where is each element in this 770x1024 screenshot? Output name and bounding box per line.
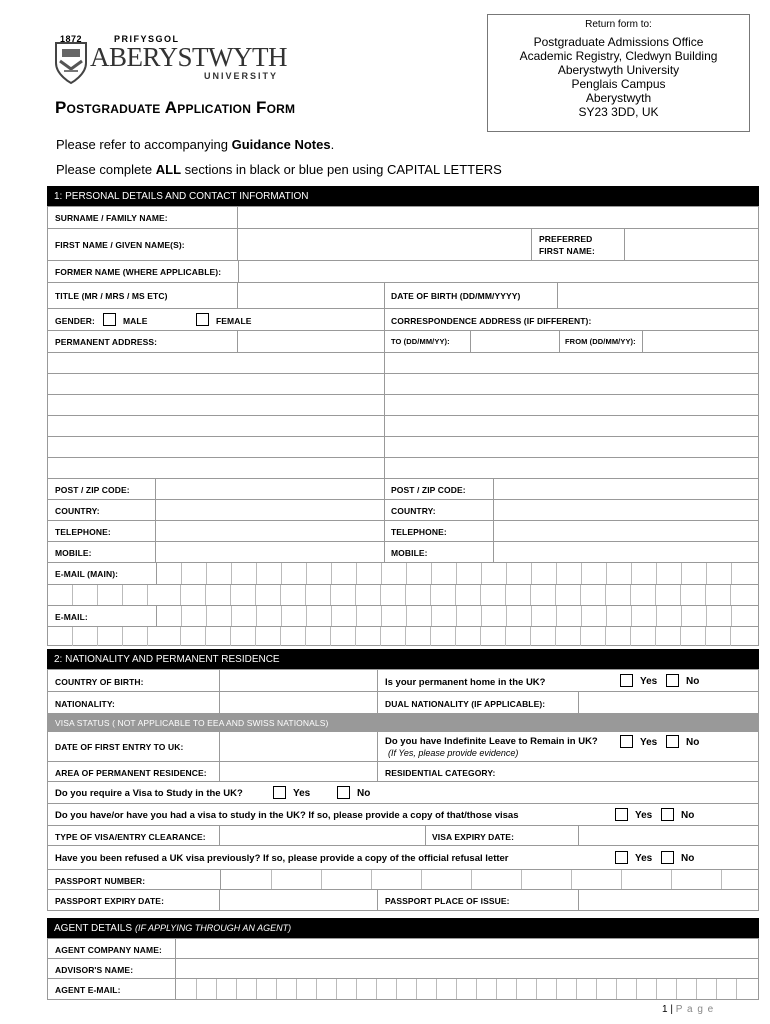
nationality-label: NATIONALITY: bbox=[55, 699, 115, 709]
email-label: E-MAIL: bbox=[55, 612, 88, 622]
first-name-input[interactable] bbox=[238, 229, 532, 261]
birth-country-row bbox=[48, 670, 758, 692]
ilr-yes-label: Yes bbox=[640, 737, 658, 748]
former-name-input[interactable] bbox=[238, 261, 758, 283]
perm-home-question: Is your permanent home in the UK? bbox=[385, 677, 546, 688]
section2-title: 2: NATIONALITY AND PERMANENT RESIDENCE bbox=[54, 654, 280, 665]
refused-yes-checkbox[interactable] bbox=[615, 851, 628, 864]
visa-had-no-checkbox[interactable] bbox=[661, 808, 674, 821]
intro-text: Please complete bbox=[56, 162, 156, 177]
first-entry-row bbox=[48, 732, 758, 762]
section2-table bbox=[47, 669, 759, 911]
agent-title: AGENT DETAILS bbox=[54, 923, 132, 934]
refused-row bbox=[48, 846, 758, 870]
dob-input[interactable] bbox=[557, 283, 758, 309]
birth-country-label: COUNTRY OF BIRTH: bbox=[55, 677, 144, 687]
visa-status-label: VISA STATUS ( NOT APPLICABLE TO EEA AND SWISS NATIONALS) bbox=[55, 718, 329, 728]
logo-name: ABERYSTWYTH bbox=[90, 42, 287, 72]
return-line-3: Aberystwyth University bbox=[557, 63, 680, 77]
from-input[interactable] bbox=[642, 331, 758, 353]
agent-email-label: AGENT E-MAIL: bbox=[55, 985, 121, 995]
male-checkbox[interactable] bbox=[103, 313, 116, 326]
ilr-no-label: No bbox=[686, 737, 700, 748]
email-main-row bbox=[48, 563, 758, 585]
refused-yes-label: Yes bbox=[635, 853, 653, 864]
female-label: FEMALE bbox=[216, 316, 252, 326]
agent-email-row bbox=[48, 979, 758, 999]
section1-table bbox=[47, 206, 759, 646]
corr-address-label: CORRESPONDENCE ADDRESS (IF DIFFERENT): bbox=[391, 316, 592, 326]
visa-expiry-label: VISA EXPIRY DATE: bbox=[432, 832, 514, 842]
visa-type-row bbox=[48, 826, 758, 846]
ilr-yes-checkbox[interactable] bbox=[620, 735, 633, 748]
address-line[interactable] bbox=[48, 416, 758, 437]
first-entry-label: DATE OF FIRST ENTRY TO UK: bbox=[55, 742, 184, 752]
logo-university: UNIVERSITY bbox=[204, 71, 279, 81]
section1-header bbox=[47, 186, 759, 206]
address-line[interactable] bbox=[48, 458, 758, 479]
passport-expiry-row bbox=[48, 890, 758, 911]
visa-expiry-input[interactable] bbox=[578, 826, 758, 846]
perm-address-label: PERMANENT ADDRESS: bbox=[55, 337, 158, 347]
visa-type-label: TYPE OF VISA/ENTRY CLEARANCE: bbox=[55, 832, 206, 842]
country-row bbox=[48, 500, 758, 521]
first-entry-input[interactable] bbox=[220, 732, 378, 762]
refused-question: Have you been refused a UK visa previously? If so, please provide a copy of the official refusal letter bbox=[55, 853, 509, 864]
visa-required-no-checkbox[interactable] bbox=[337, 786, 350, 799]
first-name-label: FIRST NAME / GIVEN NAME(S): bbox=[55, 240, 185, 250]
telephone-label: TELEPHONE: bbox=[55, 527, 111, 537]
agent-company-input[interactable] bbox=[175, 939, 758, 959]
return-address-box bbox=[487, 14, 750, 132]
page-number: 1 bbox=[662, 1004, 668, 1015]
address-line[interactable] bbox=[48, 353, 758, 374]
title-dob-row bbox=[48, 283, 758, 309]
corr-mobile-input[interactable] bbox=[494, 542, 758, 563]
agent-email-grid[interactable] bbox=[175, 979, 758, 999]
corr-telephone-label: TELEPHONE: bbox=[391, 527, 447, 537]
birth-country-input[interactable] bbox=[220, 670, 378, 692]
preferred-name-input[interactable] bbox=[624, 229, 758, 261]
from-label: FROM (DD/MM/YY): bbox=[565, 337, 636, 346]
mobile-row bbox=[48, 542, 758, 563]
all-text: ALL bbox=[155, 162, 182, 177]
email-main-grid[interactable] bbox=[156, 563, 758, 584]
visa-required-yes-checkbox[interactable] bbox=[273, 786, 286, 799]
corr-postcode-input[interactable] bbox=[494, 479, 758, 500]
ilr-note: (If Yes, please provide evidence) bbox=[388, 748, 519, 758]
intro-text-end: sections in black or blue pen using CAPITAL LETTERS bbox=[181, 162, 502, 177]
passport-place-label: PASSPORT PLACE OF ISSUE: bbox=[385, 896, 510, 906]
dob-label: DATE OF BIRTH (DD/MM/YYYY) bbox=[391, 291, 521, 301]
dual-nationality-input[interactable] bbox=[578, 692, 758, 714]
address-line[interactable] bbox=[48, 437, 758, 458]
passport-number-label: PASSPORT NUMBER: bbox=[55, 876, 146, 886]
footer-divider: | bbox=[670, 1004, 676, 1015]
return-line-1: Postgraduate Admissions Office bbox=[533, 35, 704, 49]
corr-country-input[interactable] bbox=[494, 500, 758, 521]
email-main-label: E-MAIL (MAIN): bbox=[55, 569, 119, 579]
corr-country-label: COUNTRY: bbox=[391, 506, 436, 516]
title-label: TITLE (MR / MRS / MS ETC) bbox=[55, 291, 168, 301]
visa-required-no-label: No bbox=[357, 788, 371, 799]
agent-table bbox=[47, 938, 759, 1000]
visa-required-row bbox=[48, 782, 758, 804]
advisor-label: ADVISOR'S NAME: bbox=[55, 965, 134, 975]
preferred-label-1: PREFERRED bbox=[539, 234, 593, 244]
email-main-row-2[interactable] bbox=[48, 585, 758, 606]
perm-home-no-checkbox[interactable] bbox=[666, 674, 679, 687]
email-grid[interactable] bbox=[156, 606, 758, 626]
mobile-label: MOBILE: bbox=[55, 548, 92, 558]
address-line[interactable] bbox=[48, 374, 758, 395]
visa-status-row bbox=[48, 714, 758, 732]
page-footer bbox=[662, 1004, 714, 1015]
agent-company-label: AGENT COMPANY NAME: bbox=[55, 945, 162, 955]
country-input[interactable] bbox=[156, 500, 385, 521]
agent-header bbox=[47, 918, 759, 938]
preferred-label-2: FIRST NAME: bbox=[539, 246, 595, 256]
postcode-row bbox=[48, 479, 758, 500]
return-heading: Return form to: bbox=[585, 19, 652, 30]
address-line[interactable] bbox=[48, 395, 758, 416]
to-label: TO (DD/MM/YY): bbox=[391, 337, 450, 346]
email-row bbox=[48, 606, 758, 627]
perm-address-row bbox=[48, 331, 758, 353]
area-residence-input[interactable] bbox=[220, 762, 378, 782]
section2-header bbox=[47, 649, 759, 669]
guidance-notes-text: Guidance Notes bbox=[231, 137, 331, 152]
intro-line-1 bbox=[56, 137, 334, 152]
postcode-input[interactable] bbox=[156, 479, 385, 500]
corr-postcode-label: POST / ZIP CODE: bbox=[391, 485, 466, 495]
residence-row bbox=[48, 762, 758, 782]
surname-row bbox=[48, 207, 758, 229]
nationality-row bbox=[48, 692, 758, 714]
perm-home-yes-label: Yes bbox=[640, 676, 658, 687]
passport-number-grid[interactable] bbox=[220, 870, 758, 889]
male-label: MALE bbox=[123, 316, 148, 326]
agent-title-note: (IF APPLYING THROUGH AN AGENT) bbox=[135, 923, 292, 933]
passport-expiry-label: PASSPORT EXPIRY DATE: bbox=[55, 896, 164, 906]
telephone-row bbox=[48, 521, 758, 542]
postcode-label: POST / ZIP CODE: bbox=[55, 485, 130, 495]
corr-mobile-label: MOBILE: bbox=[391, 548, 428, 558]
return-line-6: SY23 3DD, UK bbox=[578, 105, 659, 119]
dual-nationality-label: DUAL NATIONALITY (IF APPLICABLE): bbox=[385, 699, 546, 709]
ilr-question: Do you have Indefinite Leave to Remain in UK? bbox=[385, 736, 598, 747]
area-residence-label: AREA OF PERMANENT RESIDENCE: bbox=[55, 768, 207, 778]
first-name-row bbox=[48, 229, 758, 261]
agent-company-row bbox=[48, 939, 758, 959]
nationality-input[interactable] bbox=[220, 692, 378, 714]
former-name-label: FORMER NAME (WHERE APPLICABLE): bbox=[55, 267, 222, 277]
telephone-input[interactable] bbox=[156, 521, 385, 542]
page-word: P a g e bbox=[675, 1004, 715, 1015]
visa-had-yes-checkbox[interactable] bbox=[615, 808, 628, 821]
refused-no-label: No bbox=[681, 853, 695, 864]
visa-had-yes-label: Yes bbox=[635, 810, 653, 821]
visa-type-input[interactable] bbox=[220, 826, 426, 846]
email-row-2[interactable] bbox=[48, 627, 758, 646]
title-input[interactable] bbox=[238, 283, 385, 309]
former-name-row bbox=[48, 261, 758, 283]
return-line-5: Aberystwyth bbox=[585, 91, 652, 105]
advisor-input[interactable] bbox=[175, 959, 758, 979]
to-input[interactable] bbox=[470, 331, 560, 353]
university-logo bbox=[54, 34, 287, 85]
ilr-no-checkbox[interactable] bbox=[666, 735, 679, 748]
visa-had-question: Do you have/or have you had a visa to study in the UK? If so, please provide a copy of that/those visas bbox=[55, 810, 519, 821]
mobile-input[interactable] bbox=[156, 542, 385, 563]
visa-had-no-label: No bbox=[681, 810, 695, 821]
gender-label: GENDER: bbox=[55, 316, 95, 326]
intro-text-end: . bbox=[330, 137, 335, 152]
intro-line-2 bbox=[56, 162, 502, 177]
advisor-row bbox=[48, 959, 758, 979]
visa-had-row bbox=[48, 804, 758, 826]
form-title: Postgraduate Application Form bbox=[55, 98, 296, 117]
surname-label: SURNAME / FAMILY NAME: bbox=[55, 213, 168, 223]
residential-category-label: RESIDENTIAL CATEGORY: bbox=[385, 768, 496, 778]
perm-home-no-label: No bbox=[686, 676, 700, 687]
gender-row bbox=[48, 309, 758, 331]
logo-prifysgol: PRIFYSGOL bbox=[114, 34, 180, 44]
country-label: COUNTRY: bbox=[55, 506, 100, 516]
surname-input[interactable] bbox=[238, 207, 758, 229]
passport-expiry-input[interactable] bbox=[220, 890, 378, 911]
section1-title: 1: PERSONAL DETAILS AND CONTACT INFORMATION bbox=[54, 191, 309, 202]
refused-no-checkbox[interactable] bbox=[661, 851, 674, 864]
passport-place-input[interactable] bbox=[578, 890, 758, 911]
return-line-4: Penglais Campus bbox=[571, 77, 666, 91]
perm-home-yes-checkbox[interactable] bbox=[620, 674, 633, 687]
visa-required-question: Do you require a Visa to Study in the UK? bbox=[55, 788, 243, 799]
logo-year: 1872 bbox=[60, 34, 83, 44]
corr-telephone-input[interactable] bbox=[494, 521, 758, 542]
crest-icon bbox=[54, 41, 88, 85]
return-line-2: Academic Registry, Cledwyn Building bbox=[519, 49, 718, 63]
passport-number-row bbox=[48, 870, 758, 890]
visa-required-yes-label: Yes bbox=[293, 788, 311, 799]
intro-text: Please refer to accompanying bbox=[56, 137, 232, 152]
female-checkbox[interactable] bbox=[196, 313, 209, 326]
